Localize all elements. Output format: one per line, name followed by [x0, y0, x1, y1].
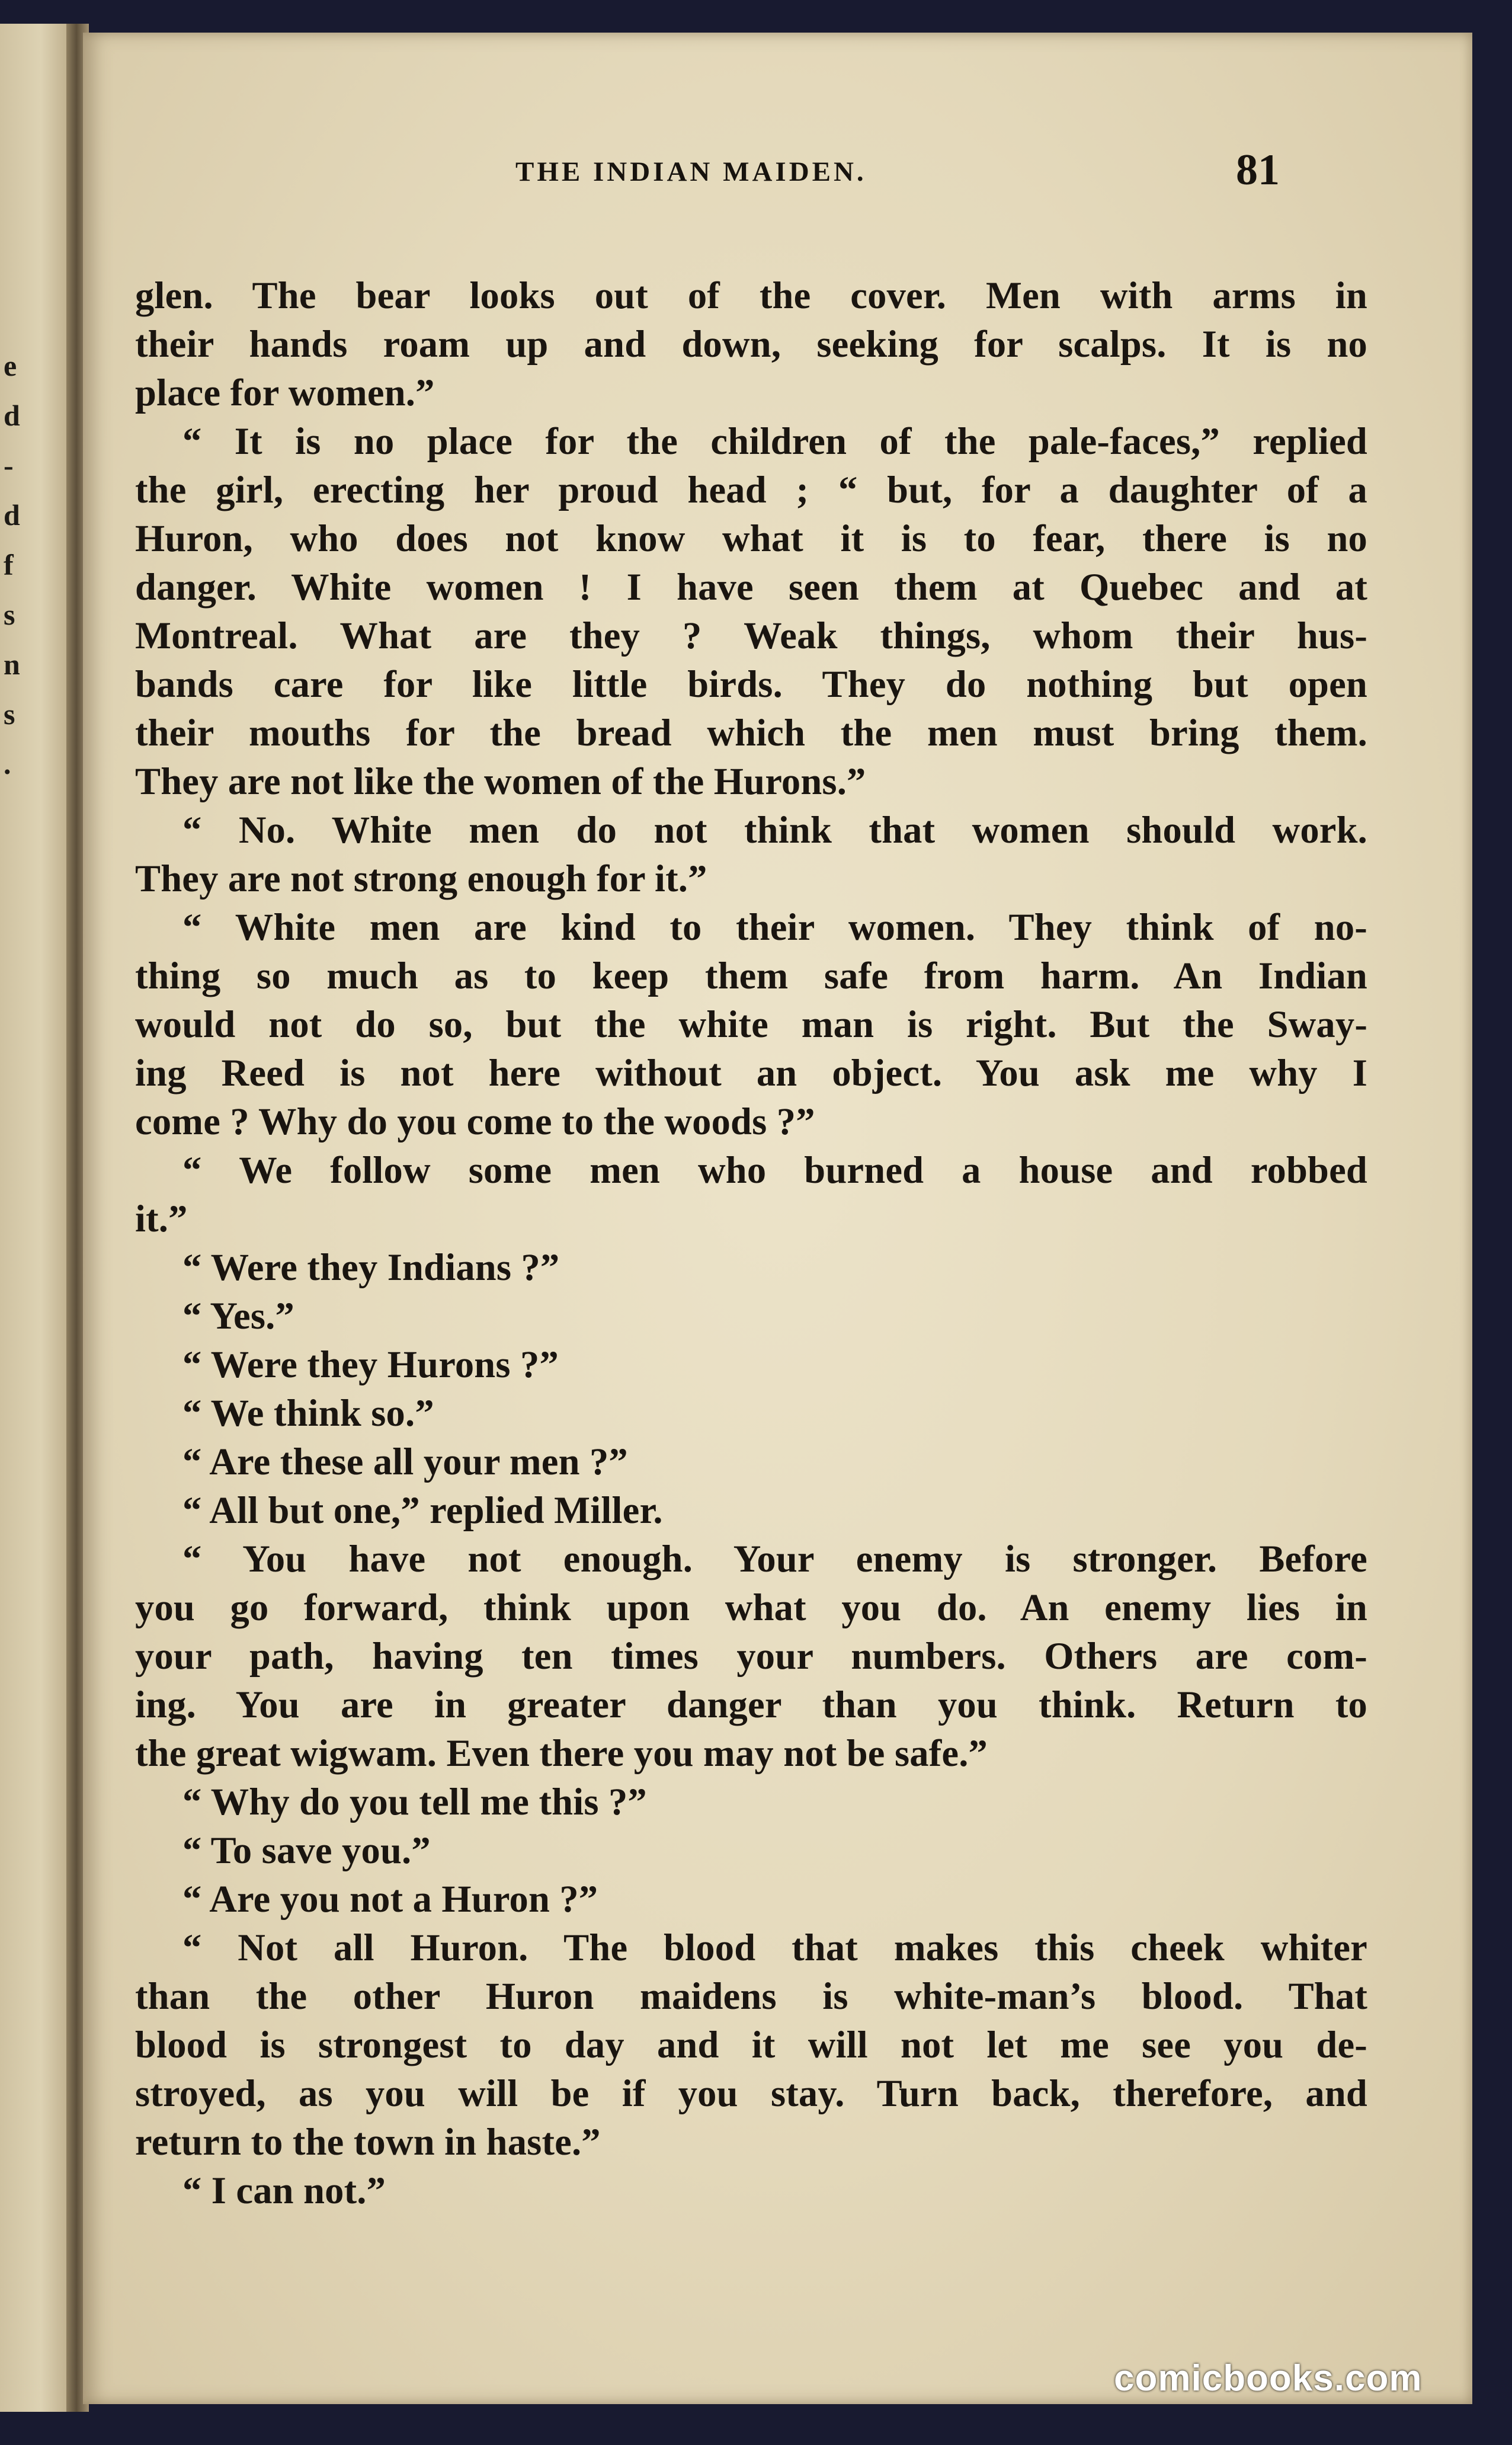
text-line: “ Are these all your men ?” — [182, 1441, 628, 1483]
text-line: their mouths for the bread which the men must bring them. — [135, 712, 1367, 754]
body-text — [135, 271, 1367, 2215]
text-line: “ You have not enough. Your enemy is stronger. Before — [182, 1538, 1367, 1580]
text-line: “ All but one,” replied Miller. — [182, 1489, 663, 1531]
text-line: “ Not all Huron. The blood that makes this cheek whiter — [182, 1926, 1367, 1969]
prev-letter: e — [4, 349, 17, 382]
text-line: glen. The bear looks out of the cover. Men with arms in — [135, 274, 1367, 316]
text-line: “ Yes.” — [182, 1295, 294, 1337]
text-line: “ Were they Hurons ?” — [182, 1343, 559, 1385]
page-number: 81 — [1236, 146, 1280, 194]
prev-letter: s — [4, 598, 15, 631]
text-line: the girl, erecting her proud head ; “ but, for a daughter of a — [135, 469, 1367, 511]
prev-letter: n — [4, 648, 20, 681]
text-line: their hands roam up and down, seeking for scalps. It is no — [135, 323, 1367, 365]
text-line: “ We think so.” — [182, 1392, 434, 1434]
prev-letter: d — [4, 399, 20, 432]
text-line: it.” — [135, 1198, 188, 1240]
text-line: Montreal. What are they ? Weak things, whom their hus- — [135, 615, 1367, 657]
previous-page-edge — [0, 24, 74, 2412]
text-line: “ Are you not a Huron ?” — [182, 1878, 598, 1920]
running-title: THE INDIAN MAIDEN. — [515, 156, 867, 187]
previous-page-letters — [4, 341, 27, 789]
text-line: ing. You are in greater danger than you think. Return to — [135, 1684, 1367, 1726]
text-line: “ To save you.” — [182, 1829, 431, 1871]
text-line: would not do so, but the white man is right. But the Sway- — [135, 1003, 1367, 1045]
text-line: blood is strongest to day and it will not let me see you de- — [135, 2024, 1367, 2066]
text-line: place for women.” — [135, 372, 435, 414]
text-line: “ It is no place for the children of the pale-faces,” replied — [182, 420, 1367, 462]
text-line: stroyed, as you will be if you stay. Turn back, therefore, and — [135, 2072, 1367, 2114]
text-line: Huron, who does not know what it is to fear, there is no — [135, 517, 1367, 559]
text-line: “ Were they Indians ?” — [182, 1246, 560, 1288]
prev-letter: - — [4, 449, 14, 482]
text-line: than the other Huron maidens is white-man’s blood. That — [135, 1975, 1367, 2017]
text-line: They are not strong enough for it.” — [135, 857, 707, 900]
text-line: return to the town in haste.” — [135, 2121, 601, 2163]
text-line: “ We follow some men who burned a house and robbed — [182, 1149, 1367, 1191]
text-line: the great wigwam. Even there you may not be safe.” — [135, 1732, 988, 1774]
book-page — [83, 33, 1472, 2404]
prev-letter: d — [4, 498, 20, 532]
text-line: “ No. White men do not think that women should work. — [182, 809, 1367, 851]
running-head — [83, 145, 1472, 199]
text-line: “ I can not.” — [182, 2169, 386, 2212]
prev-letter: . — [4, 747, 11, 780]
text-line: come ? Why do you come to the woods ?” — [135, 1100, 815, 1143]
prev-letter: f — [4, 548, 14, 581]
text-line: They are not like the women of the Hurons.” — [135, 760, 866, 802]
text-line: ing Reed is not here without an object. You ask me why I — [135, 1052, 1367, 1094]
text-line: “ White men are kind to their women. They think of no- — [182, 906, 1367, 948]
text-line: you go forward, think upon what you do. An enemy lies in — [135, 1586, 1367, 1628]
text-line: bands care for like little birds. They do nothing but open — [135, 663, 1367, 705]
text-line: thing so much as to keep them safe from harm. An Indian — [135, 955, 1367, 997]
text-line: “ Why do you tell me this ?” — [182, 1781, 647, 1823]
prev-letter: s — [4, 697, 15, 731]
watermark: comicbooks.com — [1114, 2358, 1423, 2399]
text-line: danger. White women ! I have seen them at Quebec and at — [135, 566, 1367, 608]
text-line: your path, having ten times your numbers. Others are com- — [135, 1635, 1367, 1677]
